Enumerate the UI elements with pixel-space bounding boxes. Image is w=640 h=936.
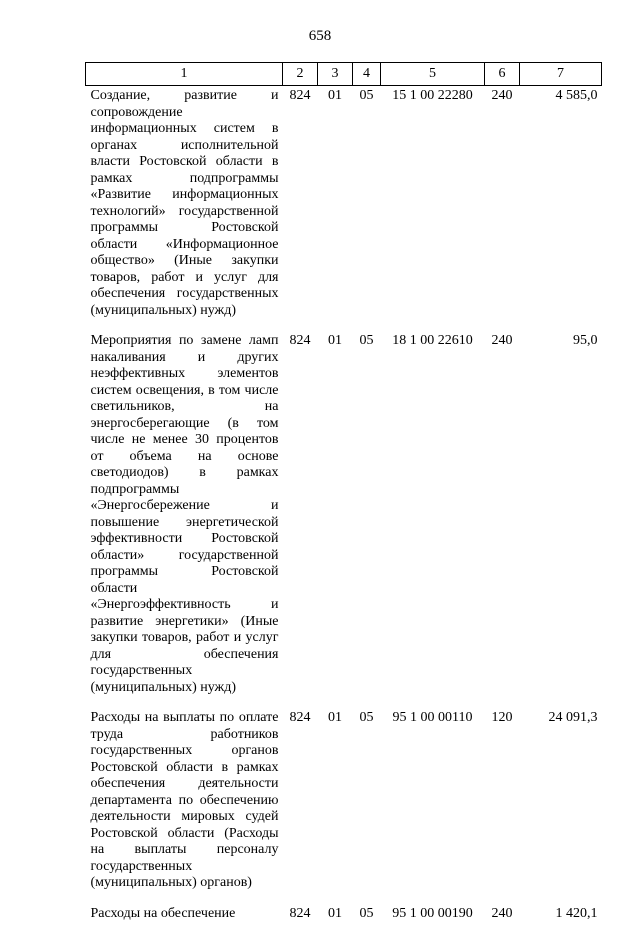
row-target-article: 18 1 00 22610 [381,333,485,710]
row-description: Расходы на обеспечение [86,906,283,936]
row-description: Расходы на выплаты по оплате труда работников государственных органов Ростовской области в рамках обеспечения деятельности департамента по обеспечению деятельности мировых судей Ростовской области (Расходы на выплаты персоналу государственных (муниципальных) органов) [86,710,283,906]
table-row [86,710,602,906]
row-grbs: 824 [283,86,318,334]
row-target-article: 95 1 00 00110 [381,710,485,906]
row-expense-type: 120 [485,710,520,906]
header-col-7: 7 [520,63,602,86]
table-row [86,333,602,710]
header-col-6: 6 [485,63,520,86]
row-grbs: 824 [283,906,318,936]
row-subsection: 05 [353,333,381,710]
row-expense-type: 240 [485,906,520,936]
row-grbs: 824 [283,710,318,906]
row-description: Мероприятия по замене ламп накаливания и других неэффективных элементов систем освещения, в том числе светильников, на энергосберегающие (в том числе не менее 30 процентов от объема на основе светодиодов) в рамках подпрограммы «Энергосбережение и повышение энергетической эффективности Ростовской области» государственной программы Ростовской области «Энергоэффективность и развитие энергетики» (Иные закупки товаров, работ и услуг для обеспечения государственных (муниципальных) нужд) [86,333,283,710]
page-number: 658 [0,28,640,45]
row-expense-type: 240 [485,333,520,710]
row-amount: 4 585,0 [520,86,602,334]
row-target-article: 95 1 00 00190 [381,906,485,936]
header-col-3: 3 [318,63,353,86]
row-subsection: 05 [353,710,381,906]
header-col-5: 5 [381,63,485,86]
row-amount: 95,0 [520,333,602,710]
header-col-4: 4 [353,63,381,86]
table-row [86,906,602,936]
row-subsection: 05 [353,86,381,334]
row-subsection: 05 [353,906,381,936]
row-section: 01 [318,86,353,334]
row-expense-type: 240 [485,86,520,334]
row-amount: 1 420,1 [520,906,602,936]
row-section: 01 [318,333,353,710]
row-section: 01 [318,906,353,936]
table-row [86,86,602,334]
row-section: 01 [318,710,353,906]
header-col-2: 2 [283,63,318,86]
row-amount: 24 091,3 [520,710,602,906]
header-col-1: 1 [86,63,283,86]
budget-table [85,62,602,936]
table-header-row [86,63,602,86]
row-target-article: 15 1 00 22280 [381,86,485,334]
row-grbs: 824 [283,333,318,710]
row-description: Создание, развитие и сопровождение информационных систем в органах исполнительной власти Ростовской области в рамках подпрограммы «Развитие информационных технологий» государственной программы Ростовской области «Информационное общество» (Иные закупки товаров, работ и услуг для обеспечения государственных (муниципальных) нужд) [86,86,283,334]
